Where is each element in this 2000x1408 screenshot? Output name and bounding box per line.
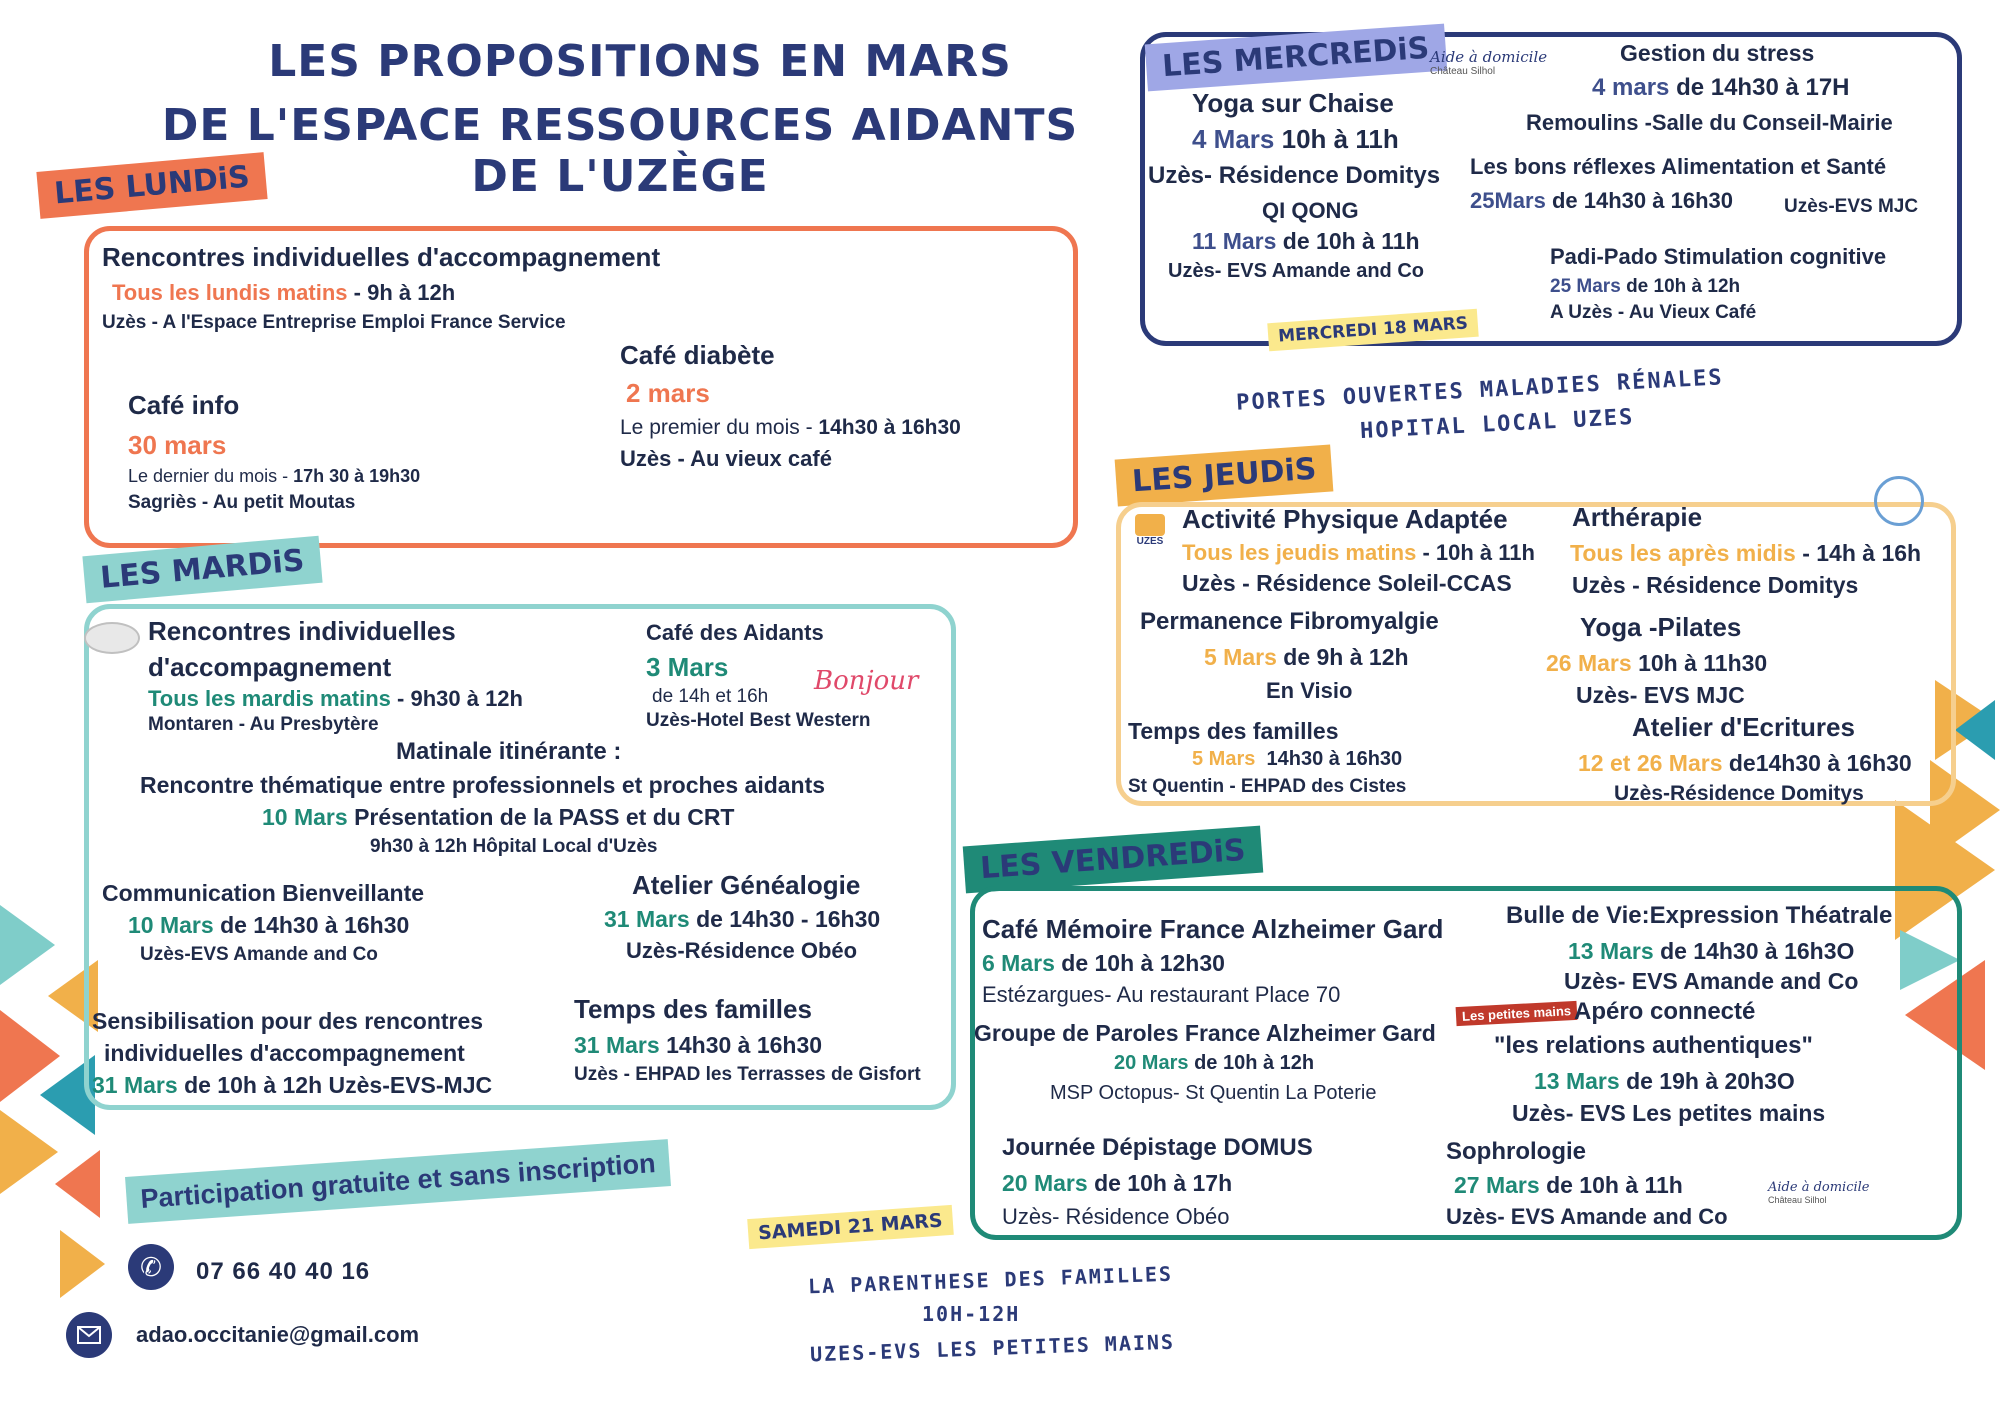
cafe-memoire-place: Estézargues- Au restaurant Place 70 bbox=[982, 982, 1341, 1007]
tag-mercredis: LES MERCREDiS bbox=[1145, 24, 1447, 92]
fibro-date: 5 Mars de 9h à 12h bbox=[1204, 644, 1409, 670]
tag-lundis: LES LUNDiS bbox=[36, 152, 267, 219]
cafe-diabete-date: 2 mars bbox=[626, 378, 710, 408]
yoga-pilates-place: Uzès- EVS MJC bbox=[1576, 682, 1745, 708]
tag-vendredis: LES VENDREDiS bbox=[963, 826, 1263, 894]
apa-when: Tous les jeudis matins - 10h à 11h bbox=[1182, 540, 1535, 565]
email-icon bbox=[66, 1312, 112, 1358]
stress-date: 4 mars de 14h30 à 17H bbox=[1592, 74, 1850, 101]
mardis-rencontres-place: Montaren - Au Presbytère bbox=[148, 714, 379, 735]
reflexes-date: 25Mars de 14h30 à 16h30 bbox=[1470, 188, 1733, 213]
matinale-subtitle: Rencontre thématique entre professionnels et proches aidants bbox=[140, 772, 826, 798]
communication-place: Uzès-EVS Amande and Co bbox=[140, 944, 378, 965]
mardis-rencontres-title1: Rencontres individuelles bbox=[148, 616, 456, 646]
matinale-text: 10 Mars Présentation de la PASS et du CRT bbox=[262, 804, 735, 830]
mardis-temps-familles-date: 31 Mars 14h30 à 16h30 bbox=[574, 1032, 823, 1058]
stress-place: Remoulins -Salle du Conseil-Mairie bbox=[1526, 110, 1893, 135]
tag-mercredi18: MERCREDI 18 MARS bbox=[1267, 309, 1479, 352]
sensibilisation-title1: Sensibilisation pour des rencontres bbox=[92, 1008, 484, 1034]
samedi-line2: 10H-12H bbox=[922, 1302, 1021, 1326]
sensibilisation-date: 31 Mars de 10h à 12h Uzès-EVS-MJC bbox=[92, 1072, 493, 1098]
reflexes-title: Les bons réflexes Alimentation et Santé bbox=[1470, 154, 1887, 179]
page-title-line2: DE L'ESPACE RESSOURCES AIDANTS DE L'UZÈGE bbox=[161, 100, 1079, 202]
paroles-date: 20 Mars de 10h à 12h bbox=[1114, 1052, 1315, 1074]
yoga-chaise-date: 4 Mars 10h à 11h bbox=[1192, 124, 1399, 154]
matinale-title: Matinale itinérante : bbox=[396, 738, 622, 765]
mercredi18-line1: PORTES OUVERTES MALADIES RÉNALES bbox=[1235, 365, 1725, 416]
email-address[interactable]: adao.occitanie@gmail.com bbox=[136, 1322, 420, 1347]
genealogie-title: Atelier Généalogie bbox=[632, 870, 861, 900]
cafe-aidants-place: Uzès-Hotel Best Western bbox=[646, 710, 871, 731]
yoga-pilates-date: 26 Mars 10h à 11h30 bbox=[1546, 650, 1768, 676]
matinale-place: 9h30 à 12h Hôpital Local d'Uzès bbox=[370, 836, 658, 857]
samedi-line3: UZES-EVS LES PETITES MAINS bbox=[809, 1329, 1176, 1367]
genealogie-date: 31 Mars de 14h30 - 16h30 bbox=[604, 906, 881, 932]
domus-title: Journée Dépistage DOMUS bbox=[1002, 1134, 1313, 1161]
fibro-place: En Visio bbox=[1266, 678, 1353, 703]
sophro-title: Sophrologie bbox=[1446, 1138, 1586, 1165]
cafe-info-date: 30 mars bbox=[128, 430, 227, 460]
cafe-diabete-title: Café diabète bbox=[620, 340, 775, 370]
yoga-chaise-title: Yoga sur Chaise bbox=[1192, 88, 1394, 118]
cafe-aidants-title: Café des Aidants bbox=[646, 620, 824, 645]
yoga-pilates-title: Yoga -Pilates bbox=[1580, 612, 1742, 642]
stress-title: Gestion du stress bbox=[1620, 40, 1815, 66]
apero-title: Apéro connecté bbox=[1574, 998, 1756, 1025]
yoga-chaise-place: Uzès- Résidence Domitys bbox=[1148, 162, 1441, 189]
participation-banner: Participation gratuite et sans inscription bbox=[125, 1139, 671, 1224]
samedi-line1: LA PARENTHESE DES FAMILLES bbox=[807, 1261, 1174, 1299]
paroles-title: Groupe de Paroles France Alzheimer Gard bbox=[974, 1020, 1436, 1046]
lundis-rencontres-place: Uzès - A l'Espace Entreprise Emploi France Service bbox=[102, 312, 566, 333]
cafe-info-title: Café info bbox=[128, 390, 240, 420]
qiqong-date: 11 Mars de 10h à 11h bbox=[1192, 228, 1420, 254]
communication-title: Communication Bienveillante bbox=[102, 880, 425, 906]
mercredi18-line2: HOPITAL LOCAL UZES bbox=[1359, 404, 1635, 445]
cafe-diabete-place: Uzès - Au vieux café bbox=[620, 446, 832, 471]
cafe-memoire-date: 6 Mars de 10h à 12h30 bbox=[982, 950, 1225, 976]
aide-domicile-logo: Aide à domicile Château Silhol bbox=[1430, 48, 1548, 77]
communication-date: 10 Mars de 14h30 à 16h30 bbox=[128, 912, 410, 938]
sophro-date: 27 Mars de 10h à 11h bbox=[1454, 1172, 1683, 1198]
page-title-line1: LES PROPOSITIONS EN MARS bbox=[268, 36, 1012, 87]
ecritures-place: Uzès-Résidence Domitys bbox=[1614, 782, 1864, 805]
qiqong-place: Uzès- EVS Amande and Co bbox=[1168, 260, 1424, 282]
uzes-logo: UZES bbox=[1130, 514, 1170, 547]
padi-date: 25 Mars de 10h à 12h bbox=[1550, 276, 1741, 297]
lundis-rencontres-title: Rencontres individuelles d'accompagnement bbox=[102, 242, 661, 272]
cafe-diabete-when: Le premier du mois - 14h30 à 16h30 bbox=[620, 416, 961, 439]
tag-samedi: SAMEDI 21 MARS bbox=[747, 1205, 953, 1249]
jeudis-temps-familles-date: 5 Mars 14h30 à 16h30 bbox=[1192, 748, 1403, 770]
padi-title: Padi-Pado Stimulation cognitive bbox=[1550, 244, 1887, 269]
cie-logo bbox=[84, 622, 140, 654]
petites-mains-logo: Les petites mains bbox=[1456, 1001, 1578, 1026]
mardis-rencontres-when: Tous les mardis matins - 9h30 à 12h bbox=[148, 686, 523, 711]
cafe-aidants-time: de 14h et 16h bbox=[652, 686, 769, 707]
apa-place: Uzès - Résidence Soleil-CCAS bbox=[1182, 570, 1512, 596]
reflexes-place: Uzès-EVS MJC bbox=[1784, 196, 1919, 217]
mardis-rencontres-title2: d'accompagnement bbox=[148, 652, 392, 682]
mardis-temps-familles-title: Temps des familles bbox=[574, 994, 812, 1024]
ecritures-date: 12 et 26 Mars de14h30 à 16h30 bbox=[1578, 750, 1912, 776]
lundis-rencontres-when: Tous les lundis matins - 9h à 12h bbox=[112, 280, 456, 305]
sophro-place: Uzès- EVS Amande and Co bbox=[1446, 1204, 1728, 1229]
phone-icon: ✆ bbox=[128, 1244, 174, 1290]
tag-jeudis: LES JEUDiS bbox=[1115, 445, 1334, 507]
apero-place: Uzès- EVS Les petites mains bbox=[1512, 1100, 1826, 1126]
sensibilisation-title2: individuelles d'accompagnement bbox=[104, 1040, 465, 1066]
bulle-place: Uzès- EVS Amande and Co bbox=[1564, 968, 1859, 994]
domus-place: Uzès- Résidence Obéo bbox=[1002, 1204, 1230, 1229]
artherapie-title: Arthérapie bbox=[1572, 502, 1703, 532]
qiqong-title: QI QONG bbox=[1262, 198, 1359, 223]
collegium-logo bbox=[1874, 476, 1924, 526]
apero-subtitle: "les relations authentiques" bbox=[1494, 1032, 1813, 1059]
artherapie-place: Uzès - Résidence Domitys bbox=[1572, 572, 1859, 598]
bonjour-logo: Bonjour bbox=[814, 666, 919, 696]
bulle-title: Bulle de Vie:Expression Théatrale bbox=[1506, 902, 1893, 929]
tag-mardis: LES MARDiS bbox=[82, 536, 322, 603]
cafe-info-when: Le dernier du mois - 17h 30 à 19h30 bbox=[128, 466, 421, 486]
mardis-temps-familles-place: Uzès - EHPAD les Terrasses de Gisfort bbox=[574, 1064, 921, 1085]
apa-title: Activité Physique Adaptée bbox=[1182, 504, 1508, 534]
bulle-date: 13 Mars de 14h30 à 16h3O bbox=[1568, 938, 1855, 964]
domus-date: 20 Mars de 10h à 17h bbox=[1002, 1170, 1233, 1196]
apero-date: 13 Mars de 19h à 20h3O bbox=[1534, 1068, 1795, 1094]
cafe-aidants-date: 3 Mars bbox=[646, 652, 729, 682]
paroles-place: MSP Octopus- St Quentin La Poterie bbox=[1050, 1082, 1377, 1104]
artherapie-when: Tous les après midis - 14h à 16h bbox=[1570, 540, 1922, 566]
jeudis-temps-familles-place: St Quentin - EHPAD des Cistes bbox=[1128, 776, 1407, 797]
genealogie-place: Uzès-Résidence Obéo bbox=[626, 938, 858, 963]
jeudis-temps-familles-title: Temps des familles bbox=[1128, 718, 1339, 744]
padi-place: A Uzès - Au Vieux Café bbox=[1550, 302, 1757, 323]
fibro-title: Permanence Fibromyalgie bbox=[1140, 608, 1439, 635]
ecritures-title: Atelier d'Ecritures bbox=[1632, 712, 1855, 742]
cafe-memoire-title: Café Mémoire France Alzheimer Gard bbox=[982, 914, 1444, 944]
aide-domicile-logo-2: Aide à domicile Château Silhol bbox=[1768, 1180, 1870, 1205]
phone-number[interactable]: 07 66 40 40 16 bbox=[196, 1258, 371, 1285]
cafe-info-place: Sagriès - Au petit Moutas bbox=[128, 492, 356, 513]
